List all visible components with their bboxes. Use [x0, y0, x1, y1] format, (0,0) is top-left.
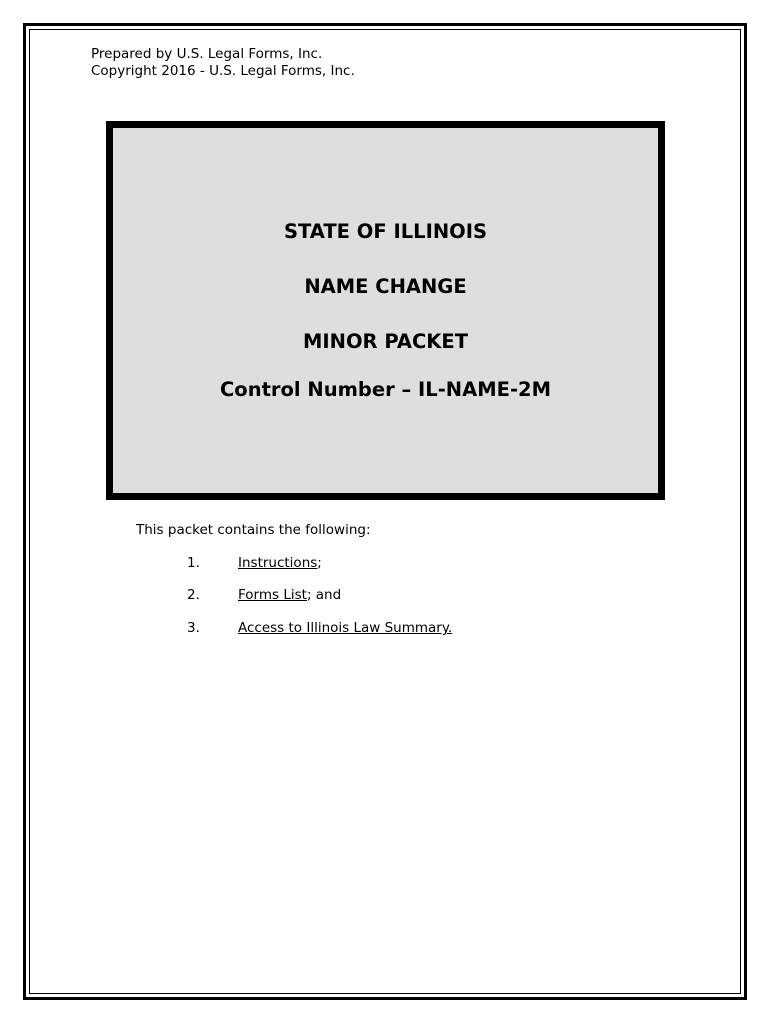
list-item-suffix: ; [317, 555, 322, 571]
list-item-text [238, 555, 322, 571]
list-item-number: 2. [187, 587, 200, 603]
title-box [106, 121, 665, 500]
control-number: Control Number – IL-NAME-2M [219, 378, 552, 401]
forms-list-link[interactable]: Forms List [238, 587, 307, 603]
state-title: STATE OF ILLINOIS [283, 220, 488, 243]
list-item-number: 1. [187, 555, 200, 571]
packet-title: MINOR PACKET [303, 330, 468, 353]
prepared-by-block [91, 46, 355, 80]
prepared-by-text: Prepared by U.S. Legal Forms, Inc. [91, 46, 323, 62]
list-item-number: 3. [187, 620, 200, 636]
law-summary-link[interactable]: Access to Illinois Law Summary. [238, 620, 453, 636]
list-item-suffix: ; and [306, 587, 342, 603]
instructions-link[interactable]: Instructions [238, 555, 318, 571]
list-item-text [238, 587, 341, 603]
list-item-text [238, 620, 452, 636]
contents-intro: This packet contains the following: [136, 522, 371, 538]
subject-title: NAME CHANGE [304, 275, 467, 298]
copyright-text: Copyright 2016 - U.S. Legal Forms, Inc. [91, 63, 355, 79]
